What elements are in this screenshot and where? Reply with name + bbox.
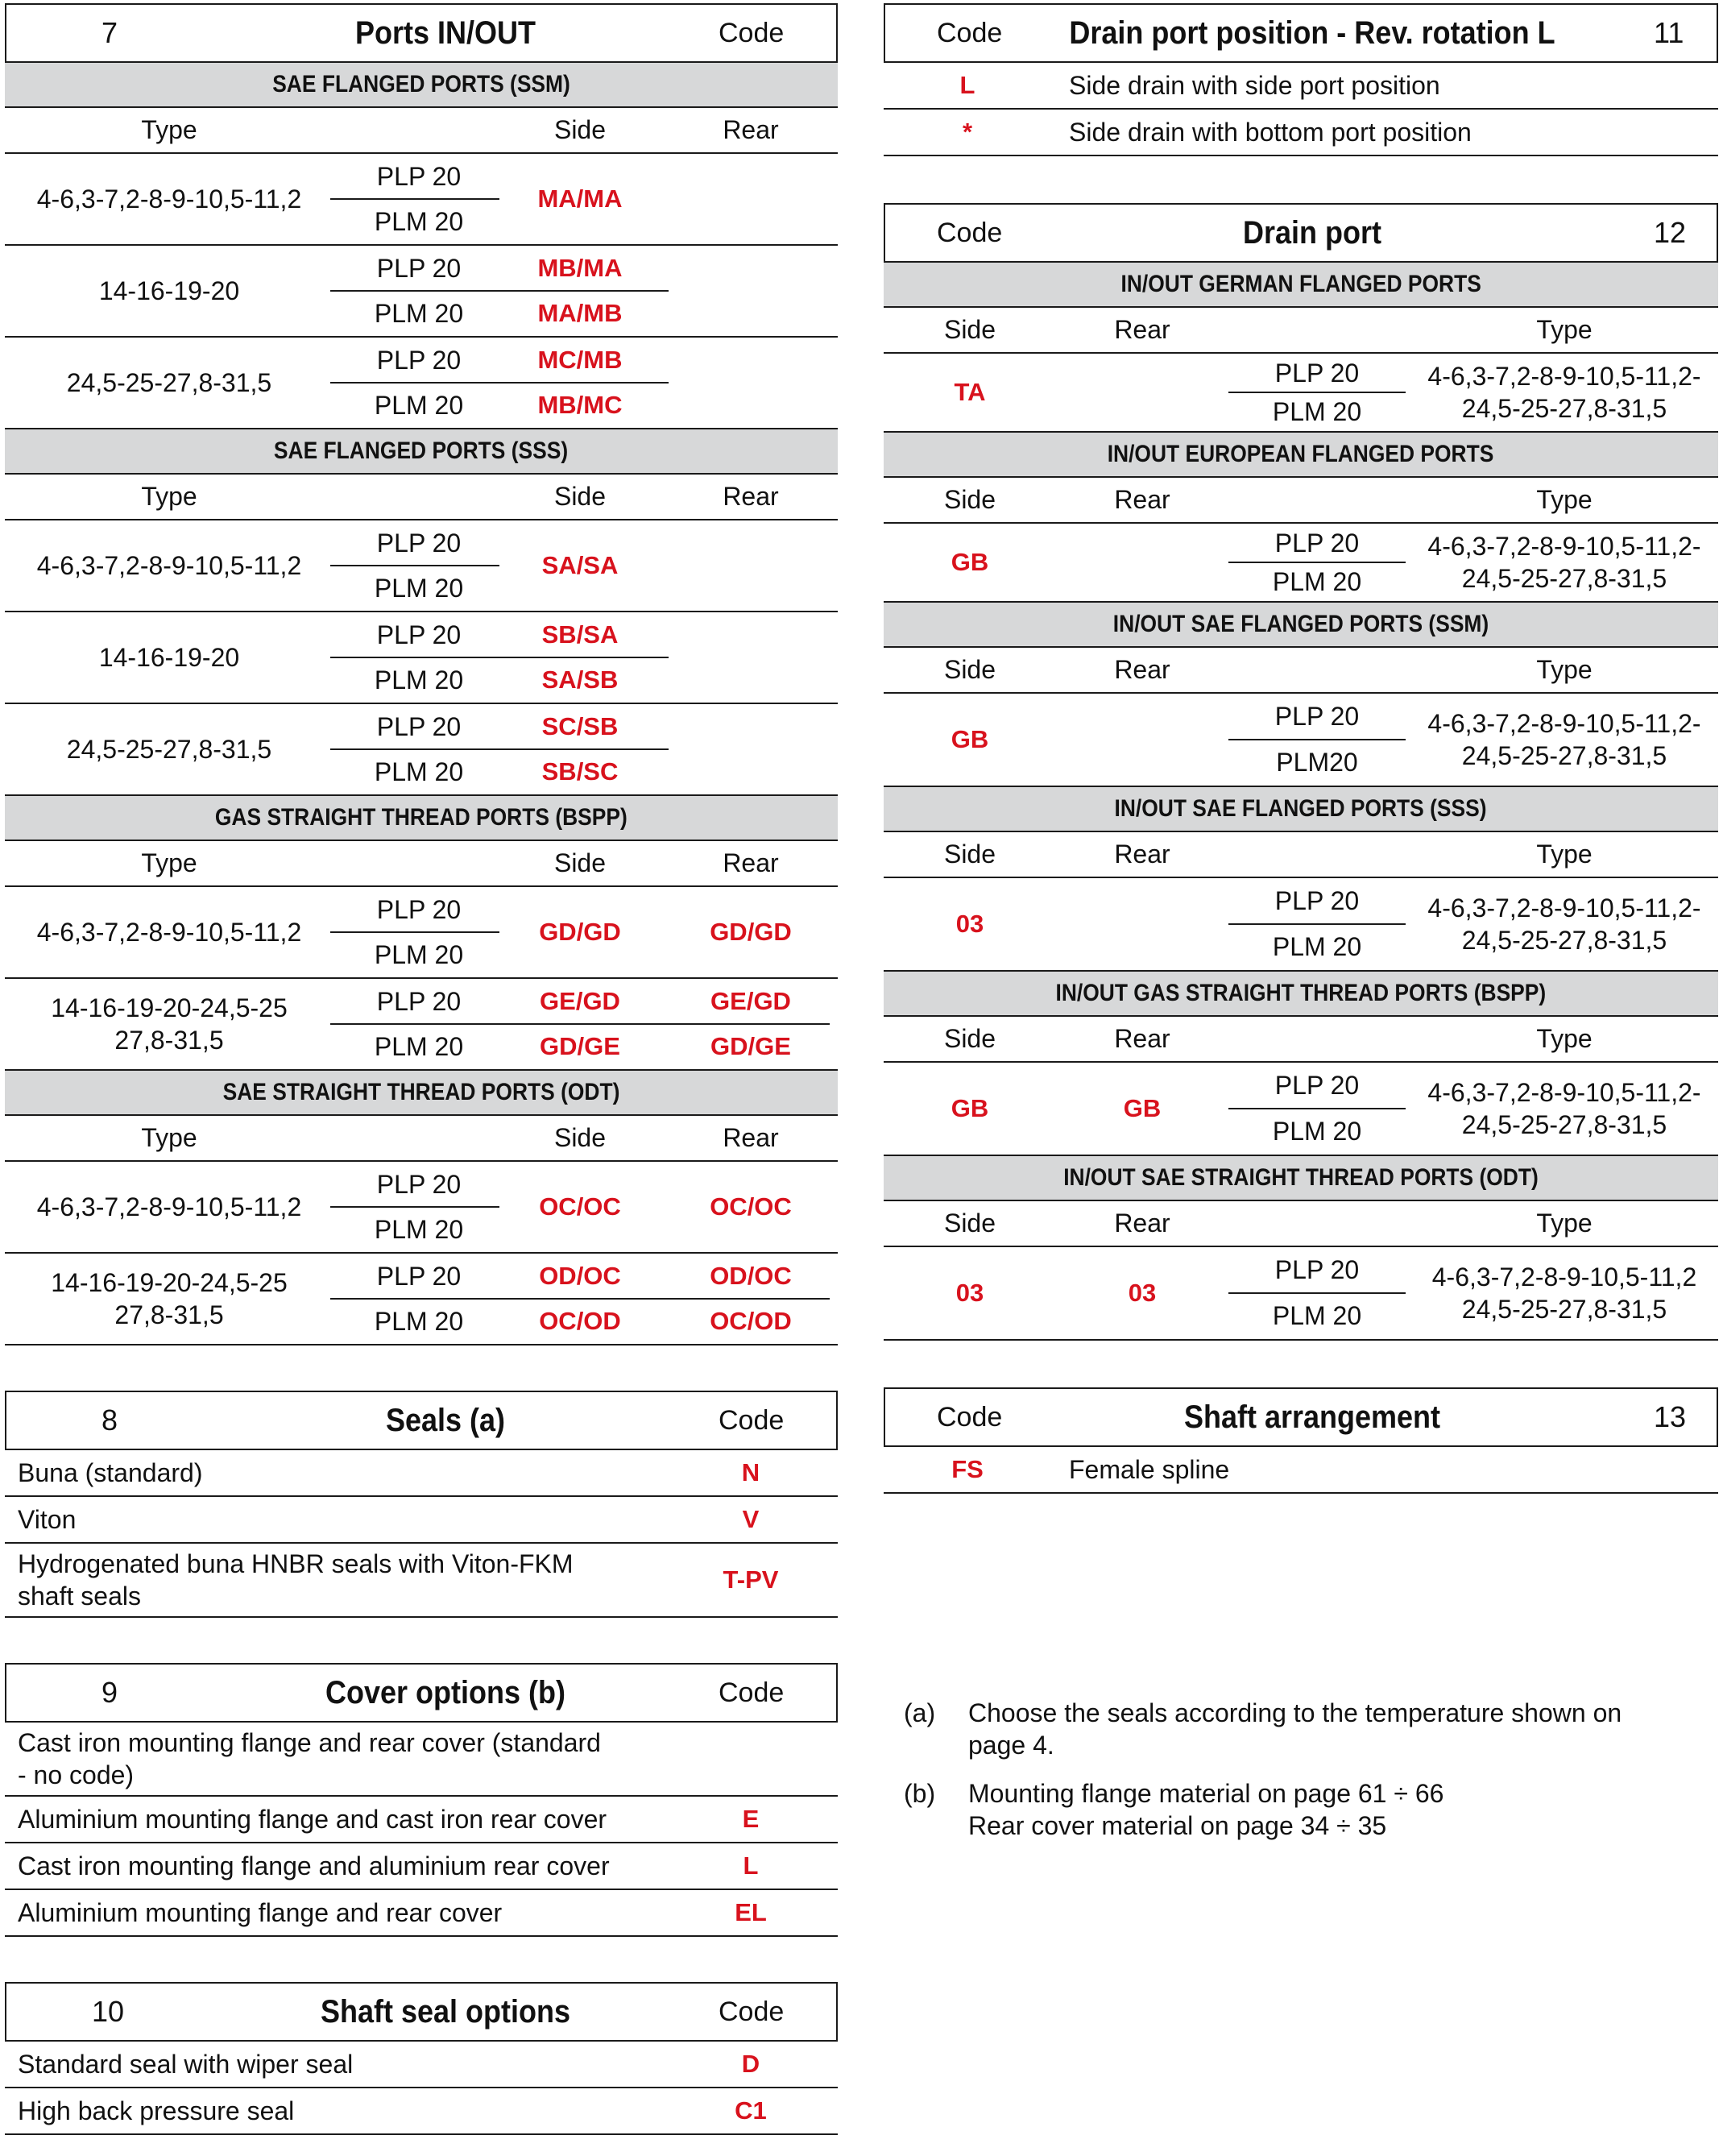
section-title: Seals (a) xyxy=(385,1403,506,1438)
table-row: GB GB PLP 20 PLM 20 4-6,3-7,2-8-9-10,5-11,2- 24,5-25-27,8-31,5 xyxy=(884,1063,1718,1156)
table-row: GB PLP 20 PLM 20 4-6,3-7,2-8-9-10,5-11,2- 24,5-25-27,8-31,5 xyxy=(884,524,1718,603)
drain-group-european: IN/OUT EUROPEAN FLANGED PORTS Side Rear Type GB PLP 20 PLM 20 4-6,3-7,2-8-9-10,5-11,2- 24,5-25-27,8-31,5 xyxy=(884,433,1718,603)
code-label: Code xyxy=(937,18,1003,48)
left-column xyxy=(5,3,838,2135)
table-row: 4-6,3-7,2-8-9-10,5-11,2 PLP 20 PLM 20 SA/SA xyxy=(5,520,838,612)
footnote-a: (a) Choose the seals according to the temperature shown on page 4. xyxy=(904,1698,1622,1760)
ports-header xyxy=(5,3,838,63)
drain-group-ssm: IN/OUT SAE FLANGED PORTS (SSM) Side Rear Type GB PLP 20 PLM20 4-6,3-7,2-8-9-10,5-11,2- 24,5-25-27,8-31,5 xyxy=(884,603,1718,787)
column-header: Side Rear Type xyxy=(884,478,1718,524)
list-item: Hydrogenated buna HNBR seals with Viton-FKM shaft seals T-PV xyxy=(5,1544,838,1618)
drain-group-german: IN/OUT GERMAN FLANGED PORTS Side Rear Type TA PLP 20 PLM 20 4-6,3-7,2-8-9-10,5-11,2- 24,5-25-27,8-31,5 xyxy=(884,263,1718,433)
column-header: Side Rear Type xyxy=(884,648,1718,694)
section-number: 12 xyxy=(1654,216,1687,249)
list-item: * Side drain with bottom port position xyxy=(884,110,1718,156)
table-row: 4-6,3-7,2-8-9-10,5-11,2 PLP 20 PLM 20 OC/OC OC/OC xyxy=(5,1162,838,1254)
drain-group-odt: IN/OUT SAE STRAIGHT THREAD PORTS (ODT) Side Rear Type 03 03 PLP 20 PLM 20 4-6,3-7,2-8-9-10,5-11,2 24,5-25-27,8-31,5 xyxy=(884,1156,1718,1341)
cover-header xyxy=(5,1663,838,1723)
section-number: 7 xyxy=(101,16,118,49)
code-label: Code xyxy=(719,18,785,48)
list-item: High back pressure seal C1 xyxy=(5,2088,838,2135)
list-item: Aluminium mounting flange and rear cover EL xyxy=(5,1890,838,1937)
code-label: Code xyxy=(719,1405,785,1436)
band-sss: SAE FLANGED PORTS (SSS) xyxy=(5,429,838,475)
section-title: Drain port position - Rev. rotation L xyxy=(1069,15,1555,51)
column-header: Type Side Rear xyxy=(5,475,838,520)
column-header: Type Side Rear xyxy=(5,841,838,887)
table-row: 14-16-19-20 PLP 20 PLM 20 MB/MA MA/MB xyxy=(5,246,838,338)
drain-group-bspp: IN/OUT GAS STRAIGHT THREAD PORTS (BSPP) Side Rear Type GB GB PLP 20 PLM 20 4-6,3-7,2-8-9-10,5-11,2- 24,5-25-27,8-31,5 xyxy=(884,972,1718,1156)
section-title: Ports IN/OUT xyxy=(354,15,536,51)
list-item: Aluminium mounting flange and cast iron rear cover E xyxy=(5,1797,838,1843)
table-row: 24,5-25-27,8-31,5 PLP 20 PLM 20 MC/MB MB/MC xyxy=(5,338,838,429)
section-number: 13 xyxy=(1654,1400,1687,1433)
band-odt: SAE STRAIGHT THREAD PORTS (ODT) xyxy=(5,1071,838,1116)
table-row: TA PLP 20 PLM 20 4-6,3-7,2-8-9-10,5-11,2- 24,5-25-27,8-31,5 xyxy=(884,354,1718,433)
list-item: Buna (standard) N xyxy=(5,1450,838,1497)
section-title: Cover options (b) xyxy=(325,1675,565,1710)
table-row: 14-16-19-20-24,5-25 27,8-31,5 PLP 20 PLM 20 GE/GD GD/GE GE/GD GD/GE xyxy=(5,979,838,1071)
table-row: 14-16-19-20 PLP 20 PLM 20 SB/SA SA/SB xyxy=(5,612,838,704)
list-item: Cast iron mounting flange and aluminium rear cover L xyxy=(5,1843,838,1890)
list-item: Cast iron mounting flange and rear cover (standard - no code) xyxy=(5,1723,838,1797)
table-row: 4-6,3-7,2-8-9-10,5-11,2 PLP 20 PLM 20 GD/GD GD/GD xyxy=(5,887,838,979)
list-item: Viton V xyxy=(5,1497,838,1544)
table-row: 03 PLP 20 PLM 20 4-6,3-7,2-8-9-10,5-11,2- 24,5-25-27,8-31,5 xyxy=(884,878,1718,972)
shaftseal-header xyxy=(5,1982,838,2042)
drainpos-header xyxy=(884,3,1718,63)
section-title: Shaft arrangement xyxy=(1183,1399,1441,1435)
section-title: Drain port xyxy=(1242,215,1382,251)
section-number: 10 xyxy=(92,1995,125,2028)
column-header: Side Rear Type xyxy=(884,1017,1718,1063)
footnote-b: (b) Mounting flange material on page 61 ÷ 66 Rear cover material on page 34 ÷ 35 xyxy=(904,1779,1444,1840)
seals-header xyxy=(5,1391,838,1450)
band-ssm: SAE FLANGED PORTS (SSM) xyxy=(5,63,838,108)
code-label: Code xyxy=(937,218,1003,248)
drain-group-sss: IN/OUT SAE FLANGED PORTS (SSS) Side Rear Type 03 PLP 20 PLM 20 4-6,3-7,2-8-9-10,5-11,2- 24,5-25-27,8-31,5 xyxy=(884,787,1718,972)
table-row: GB PLP 20 PLM20 4-6,3-7,2-8-9-10,5-11,2- 24,5-25-27,8-31,5 xyxy=(884,694,1718,787)
column-header: Side Rear Type xyxy=(884,1201,1718,1247)
column-header: Type Side Rear xyxy=(5,1116,838,1162)
code-label: Code xyxy=(719,1996,785,2027)
drain-header xyxy=(884,203,1718,263)
list-item: Standard seal with wiper seal D xyxy=(5,2042,838,2088)
table-row: 4-6,3-7,2-8-9-10,5-11,2 PLP 20 PLM 20 MA/MA xyxy=(5,154,838,246)
right-column xyxy=(884,3,1718,1494)
list-item: FS Female spline xyxy=(884,1447,1718,1494)
code-label: Code xyxy=(719,1677,785,1708)
band-bspp: GAS STRAIGHT THREAD PORTS (BSPP) xyxy=(5,796,838,841)
table-row: 24,5-25-27,8-31,5 PLP 20 PLM 20 SC/SB SB/SC xyxy=(5,704,838,796)
column-header: Type Side Rear xyxy=(5,108,838,154)
shaft-header xyxy=(884,1387,1718,1447)
table-row: 03 03 PLP 20 PLM 20 4-6,3-7,2-8-9-10,5-11,2 24,5-25-27,8-31,5 xyxy=(884,1247,1718,1341)
section-number: 9 xyxy=(101,1676,118,1709)
code-label: Code xyxy=(937,1402,1003,1432)
column-header: Side Rear Type xyxy=(884,832,1718,878)
column-header: Side Rear Type xyxy=(884,308,1718,354)
section-title: Shaft seal options xyxy=(320,1994,571,2030)
table-row: 14-16-19-20-24,5-25 27,8-31,5 PLP 20 PLM 20 OD/OC OC/OD OD/OC OC/OD xyxy=(5,1254,838,1345)
section-number: 8 xyxy=(101,1403,118,1437)
list-item: L Side drain with side port position xyxy=(884,63,1718,110)
section-number: 11 xyxy=(1654,16,1684,49)
